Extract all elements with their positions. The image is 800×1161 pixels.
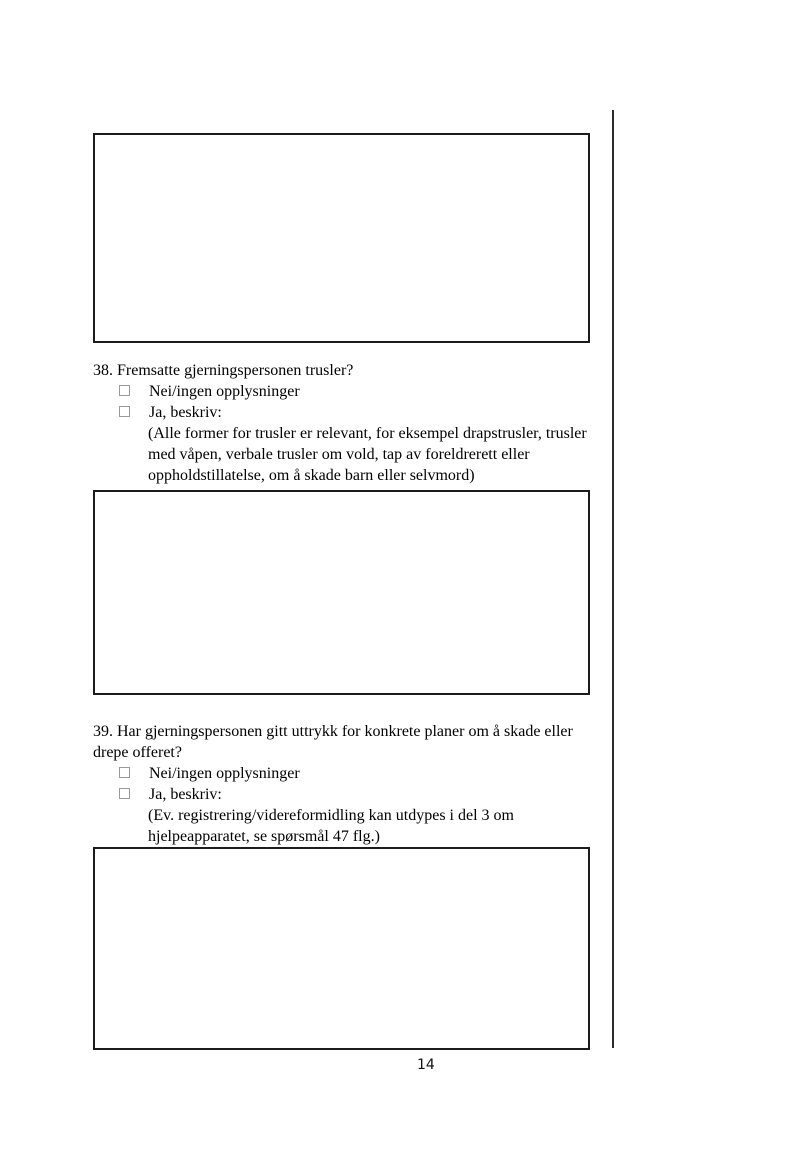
- answer-box-previous-question[interactable]: [93, 133, 590, 343]
- option-label: Nei/ingen opplysninger: [149, 383, 300, 400]
- revision-change-bar: [612, 110, 614, 1048]
- checkbox-icon[interactable]: [119, 767, 130, 778]
- answer-box-question-39[interactable]: [93, 847, 590, 1050]
- question-38-text: 38. Fremsatte gjerningspersonen trusler?: [93, 362, 354, 379]
- checkbox-icon[interactable]: [119, 788, 130, 799]
- page-number: 14: [417, 1057, 435, 1073]
- page-content: [93, 0, 590, 1050]
- question-39-text: 39. Har gjerningspersonen gitt uttrykk for konkrete planer om å skade eller drepe offeret?: [93, 723, 573, 761]
- question-38-hint: (Alle former for trusler er relevant, for eksempel drapstrusler, trusler med våpen, verbale trusler om vold, tap av foreldrerett eller oppholdstillatelse, om å skade barn eller selvmord): [148, 425, 587, 484]
- question-39-option-yes[interactable]: [93, 784, 590, 805]
- question-38-option-yes[interactable]: [93, 402, 590, 423]
- answer-box-question-38[interactable]: [93, 490, 590, 695]
- question-39-section: [93, 721, 590, 1050]
- option-label: Ja, beskriv:: [149, 404, 222, 421]
- checkbox-icon[interactable]: [119, 406, 130, 417]
- question-39-option-no[interactable]: [93, 763, 590, 784]
- question-38-option-no[interactable]: [93, 381, 590, 402]
- checkbox-icon[interactable]: [119, 385, 130, 396]
- question-38-section: [93, 360, 590, 695]
- option-label: Ja, beskriv:: [149, 786, 222, 803]
- option-label: Nei/ingen opplysninger: [149, 765, 300, 782]
- question-39-hint: (Ev. registrering/videreformidling kan utdypes i del 3 om hjelpeapparatet, se spørsmål 47 flg.): [148, 807, 514, 845]
